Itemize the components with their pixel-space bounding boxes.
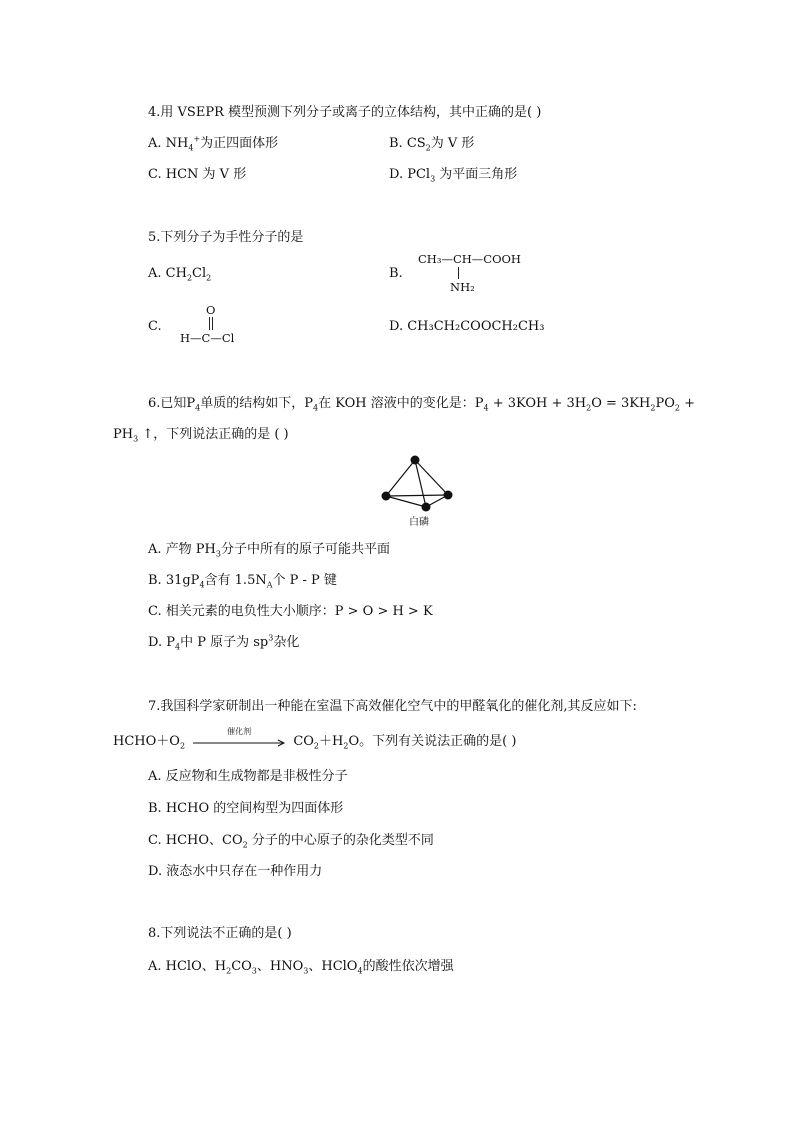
phosphorus-atom bbox=[422, 503, 431, 512]
p-p-bond bbox=[415, 460, 448, 495]
arrow-icon bbox=[191, 739, 287, 747]
p-p-bond bbox=[415, 460, 426, 507]
q6-stem-line2: $PH_3$ ↑，下列说法正确的是 ( ) bbox=[113, 427, 289, 444]
q4-option-b: B. $CS_2$为 V 形 bbox=[389, 136, 475, 153]
white-phosphorus-figure bbox=[378, 452, 458, 512]
q7-option-c: C. HCHO、$CO_2$ 分子的中心原子的杂化类型不同 bbox=[148, 833, 434, 850]
q5-option-b-label: B. bbox=[389, 266, 403, 281]
phosphorus-atom bbox=[411, 456, 420, 465]
q7-option-d: D. 液态水中只存在一种作用力 bbox=[148, 864, 323, 879]
q4-option-a: A. $NH_4^+$为正四面体形 bbox=[148, 134, 279, 153]
phosphorus-atom bbox=[382, 492, 391, 501]
q5-option-b-bond bbox=[458, 267, 459, 279]
q5-option-b-structure bbox=[418, 252, 538, 296]
q4-option-d: D. PCl$_3$ 为平面三角形 bbox=[389, 167, 518, 184]
q5-option-c-double-bond-2 bbox=[212, 317, 213, 330]
q7-option-b: B. HCHO 的空间构型为四面体形 bbox=[148, 801, 344, 816]
q6-option-c: C. 相关元素的电负性大小顺序：P > O > H > K bbox=[148, 604, 433, 619]
q5-option-c-structure bbox=[180, 303, 250, 347]
q5-option-c-label: C. bbox=[148, 319, 162, 334]
figure-caption: 白磷 bbox=[409, 517, 429, 528]
q5-option-c-oxygen: O bbox=[206, 303, 216, 317]
catalyst-label: 催化剂 bbox=[227, 727, 252, 736]
q6-option-d: D. $P_4$中 P 原子为 $sp^3$杂化 bbox=[148, 633, 300, 652]
q5-option-b-amino-group: NH₂ bbox=[450, 280, 475, 294]
p-p-bond bbox=[386, 496, 426, 507]
q5-option-a: A. $CH_2Cl_2$ bbox=[148, 266, 212, 283]
q6-option-a: A. 产物 $PH_3$分子中所有的原子可能共平面 bbox=[148, 542, 390, 559]
q5-option-d: D. CH₃CH₂COOCH₂CH₃ bbox=[389, 319, 545, 334]
q7-option-a: A. 反应物和生成物都是非极性分子 bbox=[148, 769, 348, 784]
p-p-bond bbox=[386, 460, 415, 496]
q6-stem-line1: 6.已知$P_4$单质的结构如下，$P_4$在 KOH 溶液中的变化是：$P_4 + 3KOH + 3H_2O = 3KH_2PO_2$ + bbox=[148, 396, 695, 413]
q6-option-b: B. $31gP_4$含有 $1.5N_A$个 P - P 键 bbox=[148, 573, 337, 590]
q7-equation: $HCHO+O_2$ 催化剂 $CO_2+H_2O$。下列有关说法正确的是( ) bbox=[113, 727, 517, 751]
q8-stem: 8.下列说法不正确的是( ) bbox=[148, 926, 292, 941]
q7-stem: 7.我国科学家研制出一种能在室温下高效催化空气中的甲醛氧化的催化剂,其反应如下: bbox=[148, 699, 637, 714]
q5-stem: 5.下列分子为手性分子的是 bbox=[148, 230, 304, 245]
q4-stem: 4.用 VSEPR 模型预测下列分子或离子的立体结构，其中正确的是( ) bbox=[148, 105, 542, 120]
phosphorus-atom bbox=[444, 491, 453, 500]
q5-option-c-main-chain: H—C—Cl bbox=[180, 331, 235, 345]
q5-option-b-main-chain: CH₃—CH—COOH bbox=[418, 252, 521, 266]
reaction-arrow bbox=[191, 727, 287, 751]
q5-option-c-double-bond-1 bbox=[209, 317, 210, 330]
q8-option-a: A. HClO、$H_2CO_3$、$HNO_3$、HClO$_4$的酸性依次增强 bbox=[148, 959, 454, 976]
q4-option-c: C. HCN 为 V 形 bbox=[148, 167, 247, 182]
p-p-bond bbox=[386, 495, 448, 496]
